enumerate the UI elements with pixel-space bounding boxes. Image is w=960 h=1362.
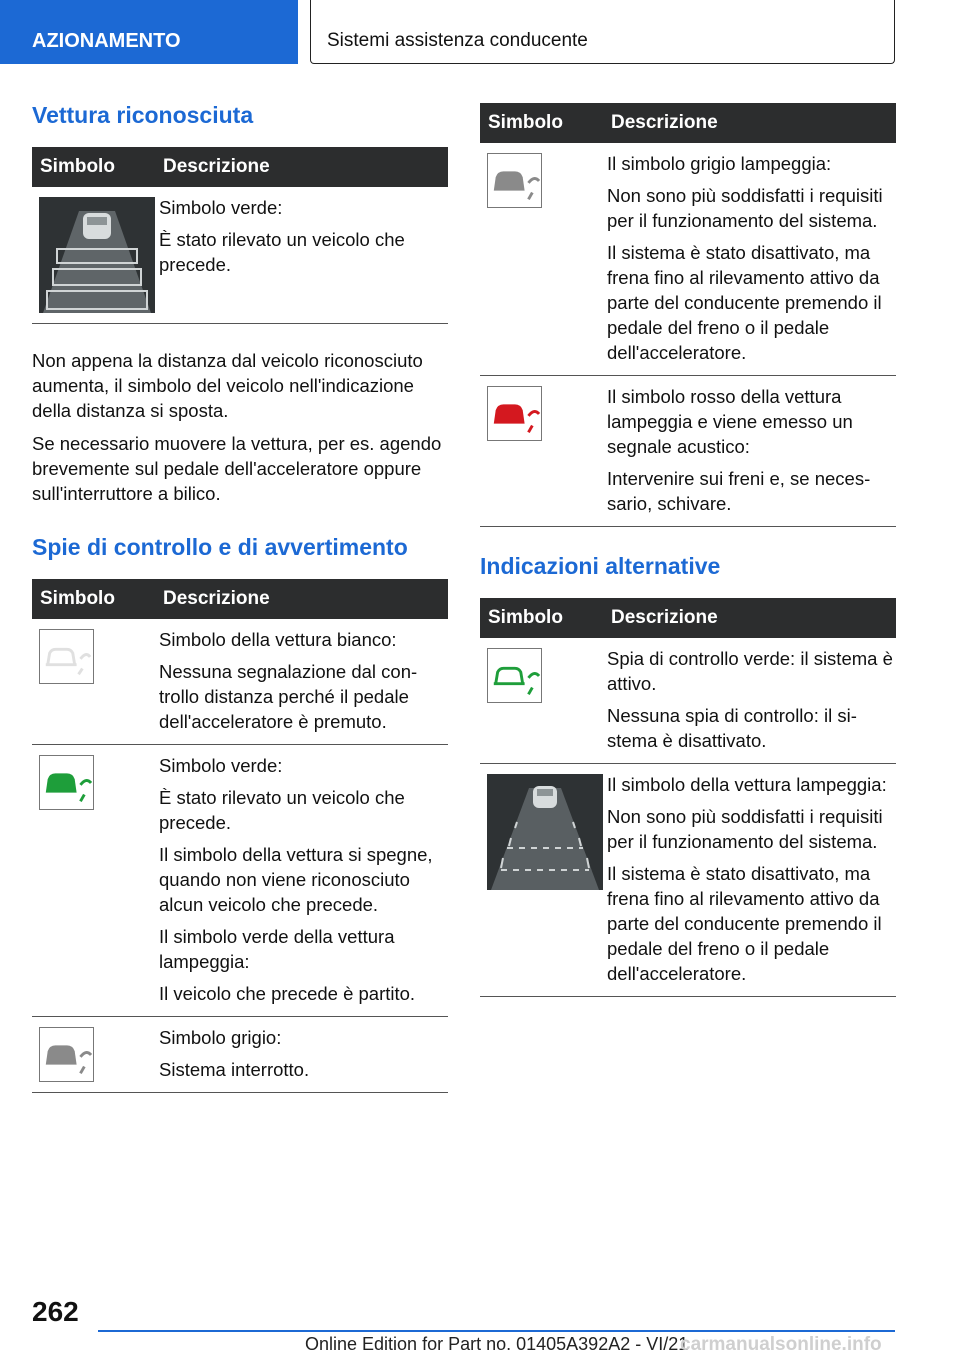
desc-line: Non sono più soddisfatti i requisiti per il funzionamento del sistema. [607, 185, 883, 231]
watermark: carmanualsonline.info [680, 1334, 882, 1355]
car-distance-red-icon [487, 386, 542, 441]
right-column [480, 103, 896, 997]
car-distance-gray-blinking-icon [487, 153, 542, 208]
desc-line: Il simbolo verde della vettura lampeggia: [159, 926, 395, 972]
section-tab: AZIONAMENTO [0, 0, 298, 64]
col-header-description: Descrizione [163, 156, 270, 177]
road-display-alt-image-icon [487, 774, 603, 890]
desc-line: È stato rilevato un veicolo che precede. [159, 229, 405, 275]
edition-note: Online Edition for Part no. 01405A392A2 - VI/21 [305, 1334, 689, 1354]
road-display-image-icon [39, 197, 155, 313]
table-row [480, 143, 896, 376]
desc-line: È stato rilevato un veicolo che precede. [159, 787, 405, 833]
car-distance-green-outline-icon [487, 648, 542, 703]
left-column [32, 102, 448, 1093]
table-row [480, 376, 896, 527]
desc-line: Non sono più soddisfatti i requisiti per il funzionamento del sistema. [607, 806, 883, 852]
desc-line: Simbolo verde: [159, 197, 283, 218]
col-header-description: Descrizione [163, 588, 270, 609]
desc-line: Intervenire sui freni e, se necessario, schivare. [607, 468, 871, 514]
col-header-symbol: Simbolo [40, 588, 115, 609]
car-distance-green-icon [39, 755, 94, 810]
desc-line: Il sistema è stato disattivato, ma frena fino al rilevamento attivo da parte del conducente premendo il pedale del freno o il pedale dell'acceleratore. [607, 242, 882, 363]
table-spie-continued [480, 103, 896, 527]
desc-line: Nessuna segnalazione dal controllo distanza perché il pedale dell'acceleratore è premuto. [159, 661, 418, 732]
chapter-title: Sistemi assistenza conducente [310, 0, 895, 64]
car-distance-gray-icon [39, 1027, 94, 1082]
desc-line: Simbolo verde: [159, 755, 283, 776]
desc-line: Sistema interrotto. [159, 1059, 310, 1080]
desc-line: Il veicolo che precede è partito. [159, 983, 416, 1004]
desc-line: Il simbolo grigio lampeggia: [607, 153, 832, 174]
col-header-symbol: Simbolo [488, 607, 563, 628]
car-distance-white-icon [39, 629, 94, 684]
table-row [32, 187, 448, 324]
table-row [480, 638, 896, 764]
desc-line: Spia di controllo verde: il sistema è attivo. [607, 648, 893, 694]
heading-spie-controllo: Spie di controllo e di avvertimento [32, 534, 408, 560]
desc-line: Il sistema è stato disattivato, ma frena fino al rilevamento attivo da parte del conducente premendo il pedale del freno o il pedale dell'acceleratore. [607, 863, 882, 984]
desc-line: Il simbolo rosso della vettura lampeggia e viene emesso un segnale acustico: [607, 386, 853, 457]
col-header-symbol: Simbolo [488, 112, 563, 133]
table-row [32, 1017, 448, 1093]
desc-line: Simbolo grigio: [159, 1027, 282, 1048]
table-row [480, 764, 896, 997]
desc-line: Il simbolo della vettura lampeggia: [607, 774, 887, 795]
table-row [32, 619, 448, 745]
table-row [32, 745, 448, 1017]
footer-divider [98, 1330, 895, 1332]
paragraph: Non appena la distanza dal veicolo riconosciuto aumenta, il simbolo del veicolo nell'indicazione della distanza si sposta. [32, 350, 423, 421]
col-header-description: Descrizione [611, 607, 718, 628]
table-vettura-riconosciuta [32, 147, 448, 324]
desc-line: Il simbolo della vettura si spegne, quando non viene riconosciuto alcun veicolo che precede. [159, 844, 433, 915]
desc-line: Nessuna spia di controllo: il sistema è disattivato. [607, 705, 857, 751]
page-number: 262 [32, 1296, 79, 1327]
col-header-description: Descrizione [611, 112, 718, 133]
heading-vettura-riconosciuta: Vettura riconosciuta [32, 102, 254, 128]
table-spie-controllo [32, 579, 448, 1093]
col-header-symbol: Simbolo [40, 156, 115, 177]
table-indicazioni-alternative [480, 598, 896, 997]
desc-line: Simbolo della vettura bianco: [159, 629, 397, 650]
heading-indicazioni-alternative: Indicazioni alternative [480, 553, 721, 579]
paragraph: Se necessario muovere la vettura, per es. agendo brevemente sul pedale dell'acceleratore oppure sull'interruttore a bilico. [32, 433, 442, 504]
